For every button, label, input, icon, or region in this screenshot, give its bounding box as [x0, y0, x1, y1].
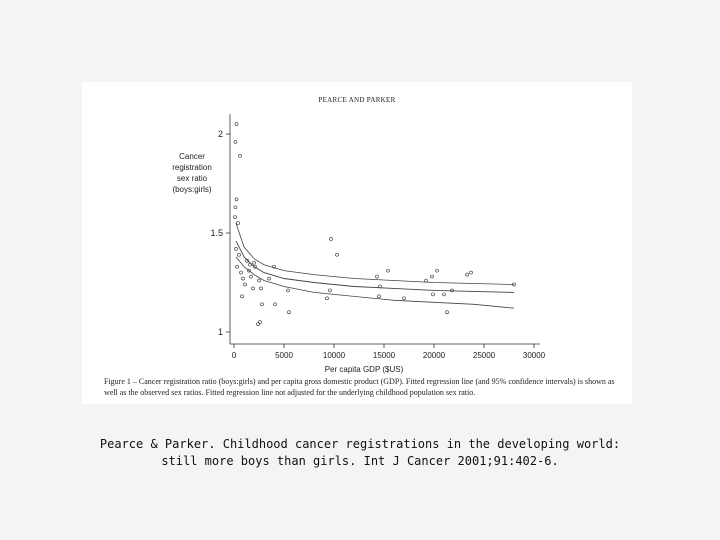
- data-point: [443, 293, 446, 296]
- x-tick-label: 20000: [422, 351, 446, 360]
- data-point: [470, 271, 473, 274]
- x-tick-label: 25000: [472, 351, 496, 360]
- data-point: [446, 311, 449, 314]
- data-point: [387, 269, 390, 272]
- data-point: [288, 311, 291, 314]
- running-head: PEARCE AND PARKER: [318, 96, 396, 104]
- data-point: [236, 265, 239, 268]
- x-tick-label: 15000: [372, 351, 396, 360]
- data-point: [425, 279, 428, 282]
- data-point: [261, 303, 264, 306]
- data-point: [250, 275, 253, 278]
- data-point: [252, 287, 255, 290]
- data-point: [235, 123, 238, 126]
- data-point: [258, 279, 261, 282]
- y-axis-label-line-4: (boys:girls): [172, 185, 212, 194]
- figure-scan: [82, 82, 632, 404]
- data-point: [249, 263, 252, 266]
- slide-caption-line-1: Pearce & Parker. Childhood cancer registrations in the developing world:: [99, 437, 621, 451]
- data-point: [431, 275, 434, 278]
- data-point: [326, 297, 329, 300]
- data-point: [234, 216, 237, 219]
- y-axis-label-line-2: registration: [172, 163, 212, 172]
- data-point: [376, 275, 379, 278]
- data-point: [238, 253, 241, 256]
- data-point: [329, 289, 332, 292]
- data-point: [240, 271, 243, 274]
- data-point: [466, 273, 469, 276]
- data-point: [378, 295, 381, 298]
- scatter-plot: [82, 82, 632, 404]
- data-point: [259, 321, 262, 324]
- data-point: [336, 253, 339, 256]
- data-point: [239, 154, 242, 157]
- figure-caption: Figure 1 – Cancer registration ratio (boys:girls) and per capita gross domestic product (GDP). Fitted regression line (and 95% confidence intervals) is shown as well as the observed sex ratios. Fitted regression line not adjusted for the underlying childhood population sex ratio.: [104, 377, 615, 397]
- data-point: [403, 297, 406, 300]
- data-point: [436, 269, 439, 272]
- data-point: [242, 277, 245, 280]
- data-point: [287, 289, 290, 292]
- data-point: [237, 222, 240, 225]
- data-point: [253, 261, 256, 264]
- x-tick-label: 30000: [522, 351, 546, 360]
- x-tick-label: 0: [231, 351, 237, 360]
- ci-upper-line: [236, 223, 514, 284]
- y-tick-label: 2: [217, 129, 223, 139]
- data-point: [330, 237, 333, 240]
- x-tick-label: 10000: [322, 351, 346, 360]
- data-point: [268, 277, 271, 280]
- y-axis-label-line-3: sex ratio: [176, 174, 208, 183]
- data-point: [235, 247, 238, 250]
- slide-caption-line-2: still more boys than girls. Int J Cancer 2001;91:402-6.: [161, 454, 559, 468]
- slide-caption: [60, 436, 660, 470]
- y-tick-label: 1: [217, 327, 223, 337]
- data-point: [432, 293, 435, 296]
- y-axis-label-line-1: Cancer: [179, 152, 205, 161]
- x-tick-label: 5000: [275, 351, 293, 360]
- x-axis-label: Per capita GDP ($US): [324, 365, 404, 374]
- data-point: [235, 198, 238, 201]
- ci-lower-line: [236, 257, 514, 308]
- data-point: [234, 140, 237, 143]
- data-point: [244, 283, 247, 286]
- data-point: [260, 287, 263, 290]
- data-point: [241, 295, 244, 298]
- data-point: [234, 206, 237, 209]
- data-point: [274, 303, 277, 306]
- y-tick-label: 1.5: [210, 228, 223, 238]
